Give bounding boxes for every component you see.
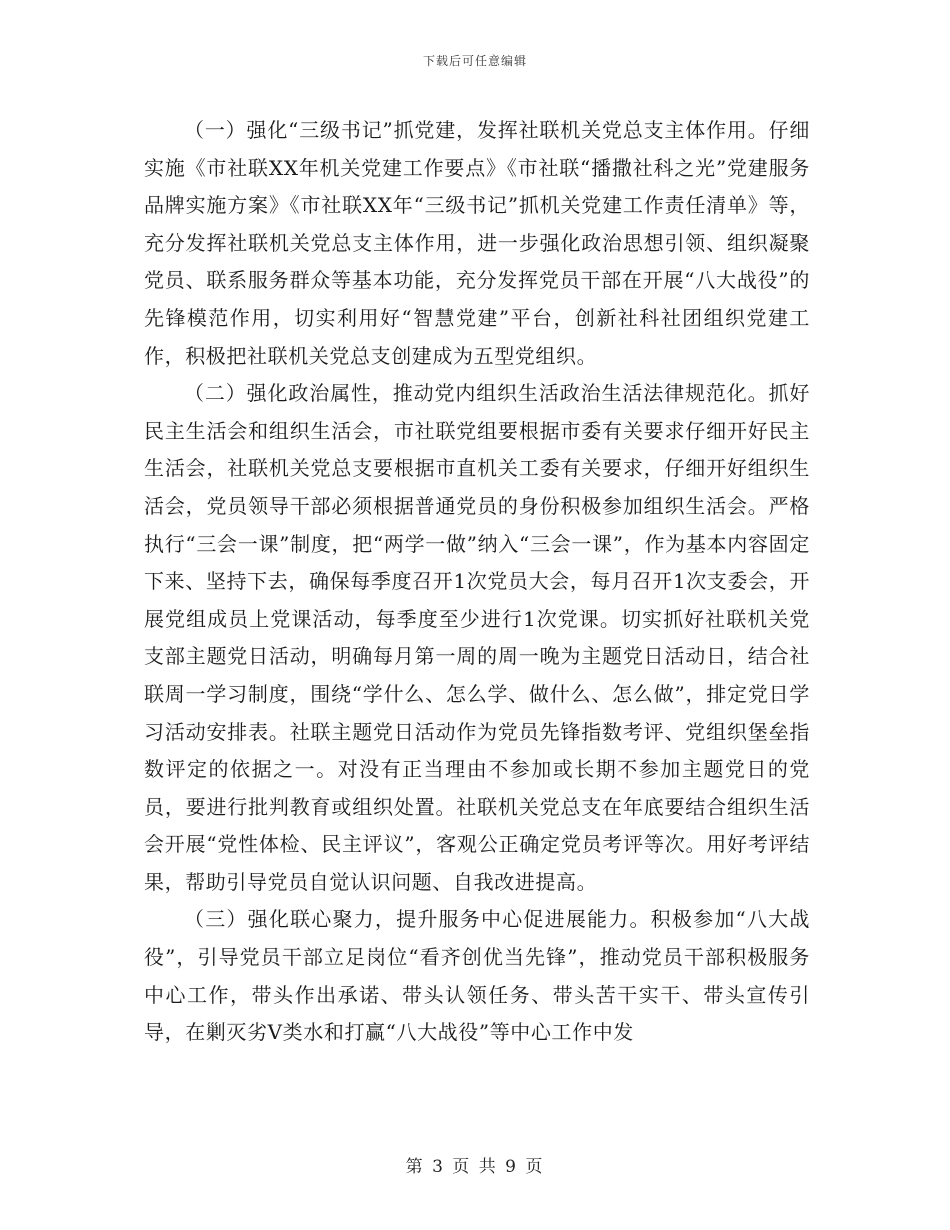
document-body — [144, 112, 810, 1052]
page-header: 下载后可任意编辑 — [422, 54, 527, 68]
page-number-footer: 第 3 页 共 9 页 — [405, 1157, 545, 1177]
paragraph-3: （三）强化联心聚力，提升服务中心促进展能力。积极参加“八大战役”，引导党员干部立足岗位“看齐创优当先锋”，推动党员干部积极服务中心工作，带头作出承诺、带头认领任务、带头苦干实干、带头宣传引导，在剿灭劣Ⅴ类水和打赢“八大战役”等中心工作中发 — [144, 907, 810, 1045]
paragraph-2: （二）强化政治属性，推动党内组织生活政治生活法律规范化。抓好民主生活会和组织生活会，市社联党组要根据市委有关要求仔细开好民主生活会，社联机关党总支要根据市直机关工委有关要求，仔细开好组织生活会，党员领导干部必须根据普通党员的身份积极参加组织生活会。严格执行“三会一课”制度，把“两学一做”纳入“三会一课”，作为基本内容固定下来、坚持下去，确保每季度召开1次党员大会，每月召开1次支委会，开展党组成员上党课活动，每季度至少进行1次党课。切实抓好社联机关党支部主题党日活动，明确每月第一周的周一晚为主题党日活动日，结合社联周一学习制度，围绕“学什么、怎么学、做什么、怎么做”，排定党日学习活动安排表。社联主题党日活动作为党员先锋指数考评、党组织堡垒指数评定的依据之一。对没有正当理由不参加或长期不参加主题党日的党员，要进行批判教育或组织处置。社联机关党总支在年底要结合组织生活会开展“党性体检、民主评议”，客观公正确定党员考评等次。用好考评结果，帮助引导党员自觉认识问题、自我改进提高。 — [144, 381, 810, 894]
paragraph-1: （一）强化“三级书记”抓党建，发挥社联机关党总支主体作用。仔细实施《市社联XX年机关党建工作要点》《市社联“播撒社科之光”党建服务品牌实施方案》《市社联XX年“三级书记”抓机关党建工作责任清单》等，充分发挥社联机关党总支主体作用，进一步强化政治思想引领、组织凝聚党员、联系服务群众等基本功能，充分发挥党员干部在开展“八大战役”的先锋模范作用，切实利用好“智慧党建”平台，创新社科社团组织党建工作，积极把社联机关党总支创建成为五型党组织。 — [144, 118, 810, 368]
